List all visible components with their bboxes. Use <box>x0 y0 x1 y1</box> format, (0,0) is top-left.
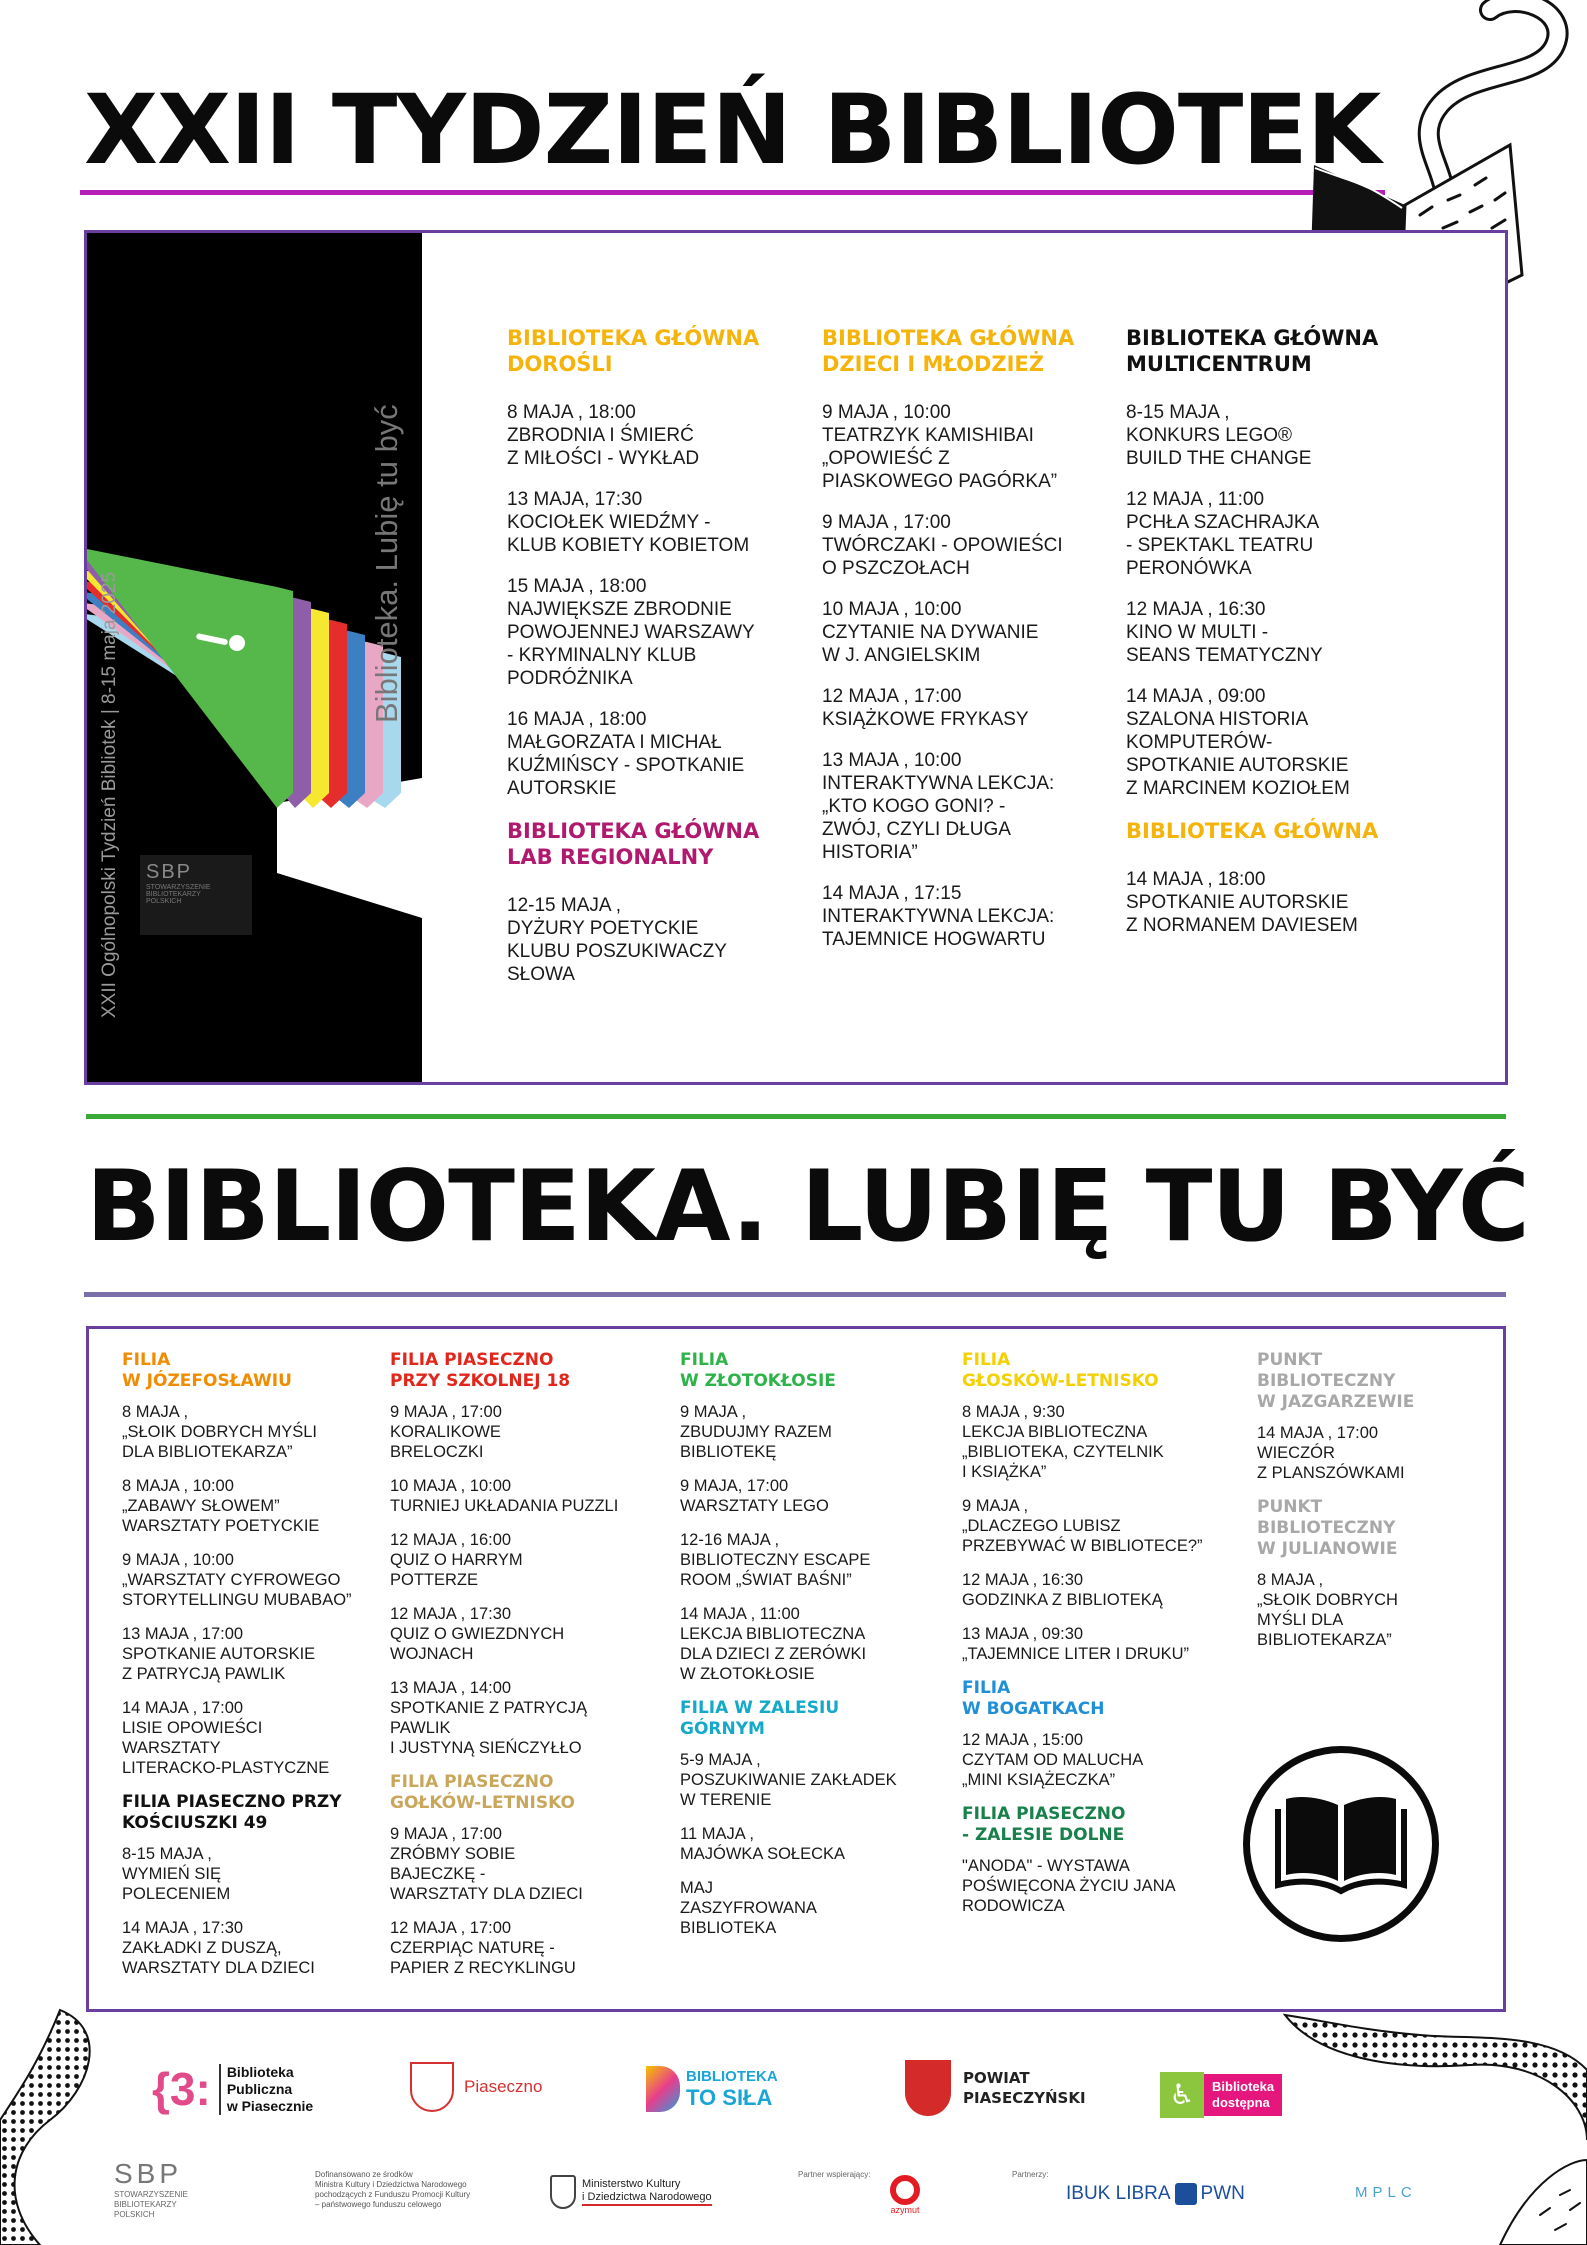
event-entry: 12 MAJA , 16:00 QUIZ O HARRYM POTTERZE <box>390 1531 523 1589</box>
event-entry: 9 MAJA, 17:00 WARSZTATY LEGO <box>680 1477 829 1515</box>
event-entry: 8 MAJA , 9:30 LEKCJA BIBLIOTECZNA „BIBLIOTEKA, CZYTELNIK I KSIĄŻKA” <box>962 1403 1164 1481</box>
poster-sbp-logo <box>140 855 252 935</box>
event-entry: 9 MAJA , 17:00 ZRÓBMY SOBIE BAJECZKĘ - WARSZTATY DLA DZIECI <box>390 1825 583 1903</box>
bottom-column <box>1257 1350 1487 1664</box>
venue-heading: FILIA PIASECZNO GOŁKÓW-LETNISKO <box>390 1772 575 1813</box>
event-entry: 13 MAJA , 14:00 SPOTKANIE Z PATRYCJĄ PAWLIK I JUSTYNĄ SIEŃCZYŁŁO <box>390 1679 588 1757</box>
bp-logo-mark: {3: <box>152 2063 211 2115</box>
venue-heading: FILIA PIASECZNO PRZY SZKOLNEJ 18 <box>390 1350 571 1391</box>
event-entry: 11 MAJA , MAJÓWKA SOŁECKA <box>680 1825 846 1863</box>
powiat-line2: PIASECZYŃSKI <box>963 2089 1086 2107</box>
event-entry: 13 MAJA , 17:00 SPOTKANIE AUTORSKIE Z PATRYCJĄ PAWLIK <box>122 1625 316 1683</box>
venue-heading: BIBLIOTEKA GŁÓWNA DZIECI I MŁODZIEŻ <box>822 326 1075 376</box>
event-entry: 14 MAJA , 17:00 LISIE OPOWIEŚCI WARSZTATY LITERACKO-PLASTYCZNE <box>122 1699 330 1777</box>
poster-sbp-text: SBP <box>146 861 193 883</box>
event-entry: 12 MAJA , 15:00 CZYTAM OD MALUCHA „MINI KSIĄŻECZKA” <box>962 1731 1144 1789</box>
venue-heading: FILIA W BOGATKACH <box>962 1678 1105 1719</box>
bottom-column <box>390 1350 650 1992</box>
event-entry: 14 MAJA , 17:15 INTERAKTYWNA LEKCJA: TAJEMNICE HOGWARTU <box>822 883 1055 950</box>
page-title: XXII TYDZIEŃ BIBLIOTEK <box>84 74 1381 186</box>
bottom-column <box>680 1350 940 1952</box>
dostepna-line2: dostępna <box>1212 2095 1270 2110</box>
event-entry: 5-9 MAJA , POSZUKIWANIE ZAKŁADEK W TERENIE <box>680 1751 897 1809</box>
event-entry: 13 MAJA, 17:30 KOCIOŁEK WIEDŹMY - KLUB KOBIETY KOBIETOM <box>507 489 750 556</box>
venue-heading: FILIA W ZŁOTOKŁOSIE <box>680 1350 836 1391</box>
logo-mplc: MPLC <box>1355 2184 1417 2201</box>
accessibility-icon: ♿ <box>1160 2072 1204 2118</box>
pwn-label: PWN <box>1200 2183 1245 2204</box>
event-entry: 9 MAJA , 17:00 TWÓRCZAKI - OPOWIEŚCI O PSZCZOŁACH <box>822 512 1063 579</box>
bts-line2: TO SIŁA <box>686 2084 773 2110</box>
ministry-line2: i Dziedzictwa Narodowego <box>582 2191 712 2206</box>
event-entry: 10 MAJA , 10:00 CZYTANIE NA DYWANIE W J. ANGIELSKIM <box>822 599 1039 666</box>
event-entry: 14 MAJA , 11:00 LEKCJA BIBLIOTECZNA DLA DZIECI Z ZERÓWKI W ZŁOTOKŁOSIE <box>680 1605 867 1683</box>
event-entry: MAJ ZASZYFROWANA BIBLIOTEKA <box>680 1879 817 1937</box>
venue-heading: BIBLIOTEKA GŁÓWNA LAB REGIONALNY <box>507 819 760 869</box>
event-entry: 12 MAJA , 17:00 CZERPIĄC NATURĘ - PAPIER Z RECYKLINGU <box>390 1919 576 1977</box>
event-entry: 12-15 MAJA , DYŻURY POETYCKIE KLUBU POSZUKIWACZY SŁOWA <box>507 895 727 985</box>
bottom-column <box>962 1350 1232 1930</box>
event-entry: 12 MAJA , 17:30 QUIZ O GWIEZDNYCH WOJNACH <box>390 1605 565 1663</box>
bottom-column <box>122 1350 382 1992</box>
sbp-footer-text: SBP <box>114 2158 183 2189</box>
event-entry: 9 MAJA , 17:00 KORALIKOWE BRELOCZKI <box>390 1403 502 1461</box>
venue-heading: FILIA W ZALESIU GÓRNYM <box>680 1698 840 1739</box>
venue-heading: PUNKT BIBLIOTECZNY W JULIANOWIE <box>1257 1497 1398 1559</box>
bts-line1: BIBLIOTEKA <box>686 2067 778 2085</box>
event-entry: 14 MAJA , 18:00 SPOTKANIE AUTORSKIE Z NORMANEM DAVIESEM <box>1126 869 1358 936</box>
section-divider <box>86 1114 1506 1119</box>
event-entry: "ANODA" - WYSTAWA POŚWIĘCONA ŻYCIU JANA RODOWICZA <box>962 1857 1176 1915</box>
bts-logo-mark <box>646 2066 680 2112</box>
azymut-label: azymut <box>890 2205 920 2215</box>
event-entry: 9 MAJA , „DLACZEGO LUBISZ PRZEBYWAĆ W BIBLIOTECE?” <box>962 1497 1203 1555</box>
venue-heading: FILIA PIASECZNO - ZALESIE DOLNE <box>962 1804 1126 1845</box>
event-entry: 12 MAJA , 16:30 KINO W MULTI - SEANS TEMATYCZNY <box>1126 599 1323 666</box>
bp-line3: w Piasecznie <box>226 2097 314 2114</box>
event-entry: 16 MAJA , 18:00 MAŁGORZATA I MICHAŁ KUŹMIŃSCY - SPOTKANIE AUTORSKIE <box>507 709 745 799</box>
top-column <box>507 325 807 1004</box>
event-entry: 10 MAJA , 10:00 TURNIEJ UKŁADANIA PUZZLI <box>390 1477 619 1515</box>
poster-vertical-caption: XXII Ogólnopolski Tydzień Bibliotek | 8-15 maja 2025 <box>99 571 120 1018</box>
azymut-mark-icon <box>890 2175 920 2205</box>
title-underline <box>80 190 1385 195</box>
logo-biblioteka-publiczna <box>152 2062 313 2116</box>
event-entry: 14 MAJA , 17:30 ZAKŁADKI Z DUSZĄ, WARSZTATY DLA DZIECI <box>122 1919 315 1977</box>
venue-heading: FILIA PIASECZNO PRZY KOŚCIUSZKI 49 <box>122 1792 342 1833</box>
logo-biblioteka-to-sila <box>646 2066 778 2112</box>
venue-heading: BIBLIOTEKA GŁÓWNA <box>1126 819 1379 843</box>
venue-heading: BIBLIOTEKA GŁÓWNA MULTICENTRUM <box>1126 326 1379 376</box>
logo-biblioteka-dostepna <box>1160 2072 1282 2118</box>
poster-vertical-slogan: Biblioteka. Lubię tu być <box>369 404 404 723</box>
event-entry: 9 MAJA , 10:00 TEATRZYK KAMISHIBAI „OPOWIEŚĆ Z PIASKOWEGO PAGÓRKA” <box>822 402 1058 492</box>
event-entry: 14 MAJA , 09:00 SZALONA HISTORIA KOMPUTERÓW- SPOTKANIE AUTORSKIE Z MARCINEM KOZIOŁEM <box>1126 686 1350 799</box>
event-entry: 12-16 MAJA , BIBLIOTECZNY ESCAPE ROOM „ŚWIAT BAŚNI” <box>680 1531 871 1589</box>
bp-line2: Publiczna <box>226 2080 293 2097</box>
event-entry: 14 MAJA , 17:00 WIECZÓR Z PLANSZÓWKAMI <box>1257 1424 1405 1482</box>
funding-note: Dofinansowano ze środków Ministra Kultury i Dziedzictwa Narodowego pochodzących z Funduszu Promocji Kultury – państwowego funduszu celowego <box>315 2170 471 2209</box>
event-entry: 12 MAJA , 16:30 GODZINKA Z BIBLIOTEKĄ <box>962 1571 1163 1609</box>
ministry-line1: Ministerstwo Kultury <box>582 2178 681 2190</box>
event-entry: 15 MAJA , 18:00 NAJWIĘKSZE ZBRODNIE POWOJENNEJ WARSZAWY - KRYMINALNY KLUB PODRÓŻNIKA <box>507 576 755 689</box>
sbp-footer-sub: STOWARZYSZENIE BIBLIOTEKARZY POLSKICH <box>114 2190 188 2219</box>
event-entry: 9 MAJA , 10:00 „WARSZTATY CYFROWEGO STORYTELLINGU MUBABAO” <box>122 1551 352 1609</box>
poster-image <box>87 233 422 1082</box>
dostepna-line1: Biblioteka <box>1212 2079 1275 2094</box>
logo-azymut <box>890 2175 920 2215</box>
logo-ministry <box>550 2175 712 2209</box>
event-entry: 12 MAJA , 17:00 KSIĄŻKOWE FRYKASY <box>822 686 1029 730</box>
powiat-line1: POWIAT <box>963 2069 1030 2087</box>
piaseczno-label: Piaseczno <box>464 2077 543 2096</box>
ibuk-label: IBUK LIBRA <box>1066 2183 1171 2204</box>
event-entry: 8-15 MAJA , WYMIEŃ SIĘ POLECENIEM <box>122 1845 231 1903</box>
poster-sbp-sub1: STOWARZYSZENIE <box>146 884 211 891</box>
piaseczno-crest-icon <box>410 2062 454 2112</box>
logo-sbp <box>114 2158 188 2220</box>
dotted-ribbon-left-decoration <box>0 2000 120 2245</box>
section-title-underline <box>84 1292 1506 1297</box>
dotted-ribbon-right-decoration <box>1270 2010 1587 2245</box>
venue-heading: BIBLIOTEKA GŁÓWNA DOROŚLI <box>507 326 760 376</box>
event-entry: 8 MAJA , „SŁOIK DOBRYCH MYŚLI DLA BIBLIOTEKARZA” <box>122 1403 317 1461</box>
event-entry: 13 MAJA , 10:00 INTERAKTYWNA LEKCJA: „KTO KOGO GONI? - ZWÓJ, CZYLI DŁUGA HISTORIA” <box>822 750 1055 863</box>
book-icon <box>1243 1746 1439 1942</box>
event-entry: 13 MAJA , 09:30 „TAJEMNICE LITER I DRUKU” <box>962 1625 1190 1663</box>
event-entry: 8 MAJA , 18:00 ZBRODNIA I ŚMIERĆ Z MIŁOŚCI - WYKŁAD <box>507 402 700 469</box>
logo-piaseczno <box>410 2062 542 2112</box>
partner-label: Partner wspierający: <box>798 2170 871 2179</box>
event-entry: 8 MAJA , „SŁOIK DOBRYCH MYŚLI DLA BIBLIOTEKARZA” <box>1257 1571 1398 1649</box>
venue-heading: PUNKT BIBLIOTECZNY W JAZGARZEWIE <box>1257 1350 1415 1412</box>
bp-line1: Biblioteka <box>226 2063 294 2080</box>
eagle-emblem-icon <box>550 2175 576 2209</box>
logo-ibuk-libra-pwn <box>1066 2183 1245 2205</box>
venue-heading: FILIA W JÓZEFOSŁAWIU <box>122 1350 292 1391</box>
event-entry: 9 MAJA , ZBUDUJMY RAZEM BIBLIOTEKĘ <box>680 1403 832 1461</box>
poster-sbp-sub2: BIBLIOTEKARZY <box>146 891 201 898</box>
event-entry: 8-15 MAJA , KONKURS LEGO® BUILD THE CHANGE <box>1126 402 1312 469</box>
poster-sbp-sub3: POLSKICH <box>146 898 182 905</box>
logo-powiat-piaseczynski <box>905 2060 1086 2116</box>
partners-label: Partnerzy: <box>1012 2170 1049 2179</box>
top-column <box>1126 325 1426 955</box>
powiat-crest-icon <box>905 2060 951 2116</box>
top-column <box>822 325 1122 969</box>
pwn-mark-icon <box>1175 2183 1197 2205</box>
section-title: BIBLIOTEKA. LUBIĘ TU BYĆ <box>86 1150 1529 1264</box>
event-entry: 8 MAJA , 10:00 „ZABAWY SŁOWEM” WARSZTATY POETYCKIE <box>122 1477 320 1535</box>
venue-heading: FILIA GŁOSKÓW-LETNISKO <box>962 1350 1159 1391</box>
event-entry: 12 MAJA , 11:00 PCHŁA SZACHRAJKA - SPEKTAKL TEATRU PERONÓWKA <box>1126 489 1320 579</box>
